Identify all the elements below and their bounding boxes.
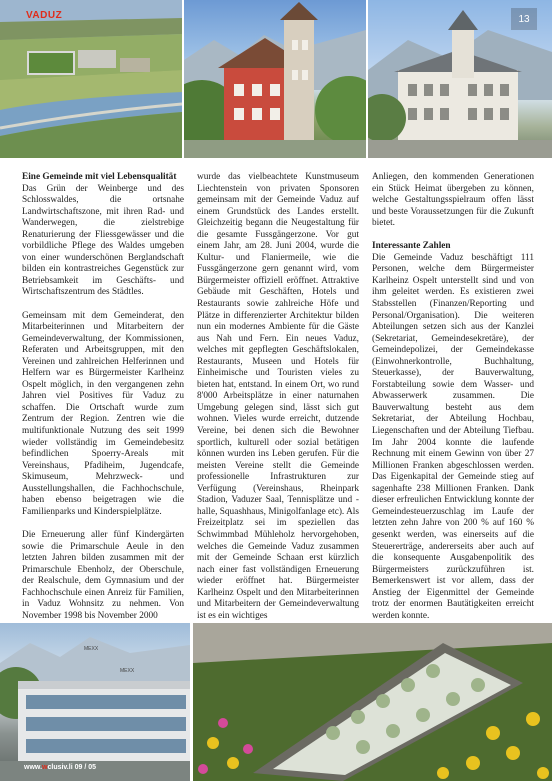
footer-url-prefix: www.: [24, 764, 43, 771]
paragraph-text: Die Gemeinde Vaduz beschäftigt 111 Personen, welche dem Bürgermeister Karlheinz Ospelt unterstellt sind und von ihm geleitet werden. Es existieren zwei Stabsstellen (Finanzen/Reporting und Personal/Organisation). Die weiteren Abteilungen setzen sich aus der Kanzlei (Sekretariat, Gemeindesekretäre), der Gemeindepolizei, der Gemeindekasse (Einwohnerkontrolle, Buchhaltung, Steuerkasse), der Bauverwaltung, Forstabteilung sowie dem Wasser- und Abwasserwerk zusammen. Die Bauverwaltung besteht aus dem Sekretariat, der Abteilung Hochbau, Liegenschaften und der Abteilung Tiefbau. Im Jahr 2004 konnte die laufende Rechnung mit einem Gewinn von über 27 Millionen Franken abgeschlossen werden. Das Eigenkapital der Gemeinde stieg auf sagenhafte 238 Millionen Franken. Dank dieser erfreulichen Entwicklung konnte der Gemeindesteuerzuschlag im Laufe der letzten zehn Jahre von 200 % auf 160 % gesenkt werden, was einerseits auf die Steuererträge, andererseits aber auch auf die konsequente Ausgabenpolitik des Bürgermeisters zurückzuführen ist. Bemerkenswert ist vor allem, dass der Anstieg der Eigenmittel der Gemeinde trotz der enormen Bautätigkeiten erreicht werden konnte.: [372, 252, 534, 621]
footer-url-accent: w: [42, 764, 48, 771]
page-number: 13: [511, 8, 537, 30]
office-building-photo: [0, 623, 190, 781]
store-sign: MEXX: [120, 668, 135, 674]
article-column-2: [197, 172, 359, 634]
flower-bed-photo: [193, 623, 552, 781]
footer-url[interactable]: [24, 764, 96, 771]
article-column-3: [372, 172, 534, 645]
paragraph: wurde das vielbeachtete Kunstmuseum Liechtenstein von privaten Sponsoren gemeinsam mit der Gemeinde Vaduz auf einem Grundstück des Landes erstellt. Gleichzeitig begann die Neugestaltung für die gesamte Fussgängerzone. Vor gut einem Jahr, am 28. Juni 2004, wurde die Kultur- und Flaniermeile, wie die Fussgängerzone gern genannt wird, vom Bürgermeister offiziell eröffnet. Attraktive Gebäude mit Geschäften, Hotels und Restaurants sowie zahlreiche Höfe und Plätze in differenzierter Architektur bilden nun ein modernes Ambiente für die Gäste aus Nah und Fern. Ein neues Vaduz, welches mit gepflegten Geschäftslokalen, Restaurants, Museen und Hotels für Einheimische und Touristen vieles zu bieten hat, entstand. In einem Ort, wo rund 8'000 Arbeitsplätze in einer naturnahen Umgebung gelegen sind, lässt sich gut wohnen. Vieles wurde erreicht, dutzende Vereine, bei denen sich die Bewohner sportlich, kulturell oder sozial betätigen können wurden ins Leben gerufen. Für die meisten Vereine stellt die Gemeinde professionelle Infrastrukturen zur Verfügung (Vereinshaus, Rheinpark Stadion, Vaduzer Saal, Tennisplätze und -halle, Squashhaus, Minigolfanlage etc). Als Freizeitplatz sei im speziellen das Schwimmbad Mühleholz hervorgehoben, welches die Gemeinde Vaduz zusammen mit der Gemeinde Schaan erst kürzlich nach einer fast vollständigen Erneuerung wieder eröffnet hat. Bürgermeister Karlheinz Ospelt und den Mitarbeiterinnen und Mitarbeitern der Gemeindeverwaltung ist es ein wichtiges: [197, 172, 359, 621]
section-label: VADUZ: [26, 10, 63, 21]
section-heading-figures: Interessante Zahlen: [372, 241, 451, 252]
paragraph: Anliegen, den kommenden Generationen ein Stück Heimat übergeben zu können, welche Gestaltungsspielraum offen lässt und beste Voraussetzungen für die Zukunft bietet.: [372, 172, 534, 229]
footer-issue: 09 / 05: [74, 764, 97, 771]
paragraph: Gemeinsam mit dem Gemeinderat, den Mitarbeiterinnen und Mitarbeitern der Gemeindeverwaltung, der Kommissionen, Referaten und Arbeitsgruppen, mit den Vereinen und zahlreichen Helferinnen und Helfern war es Bürgermeister Karlheinz Ospelt möglich, in den vergangenen zehn Jahren viel Positives für Vaduz zu schaffen. Die Ortschaft wurde zum Zentrum der Region. Zentren wie die multifunktionale Nutzung des seit 1999 wieder vollständig im Gemeindebesitz befindlichen Spoerry-Areals mit Vereinshaus, Pfadiheim, Jugendcafe, Skimuseum, Mehrzweck- und Ausstellungshallen, die Fachhochschule, haben ebenso beigetragen wie die Familienparks und Kinderspielplätze.: [22, 310, 184, 517]
article-body: [22, 172, 534, 621]
paragraph: [372, 253, 534, 623]
paragraph: Die Erneuerung aller fünf Kindergärten sowie die Primarschule Aeule in den letzten Jahren bilden zusammen mit der Primarschule Ebenholz, der Oberschule, der Realschule, dem Gymnasium und der Fachhochschule einen Anreiz für Familien, in Vaduz Wohnsitz zu nehmen. Von November 1998 bis November 2000: [22, 529, 184, 621]
town-hall-photo: [368, 0, 552, 158]
red-house-illustration: [184, 0, 366, 158]
section-heading-quality-of-life: Eine Gemeinde mit viel Lebensqualität: [22, 172, 177, 182]
top-photo-strip: [0, 0, 552, 158]
aerial-stadium-illustration: [0, 0, 182, 158]
store-sign: MEXX: [84, 646, 99, 652]
red-house-tower-photo: [184, 0, 366, 158]
article-column-1: [22, 172, 184, 634]
paragraph: Das Grün der Weinberge und des Schlosswaldes, die ortsnahe Landwirtschaftszone, mit ihren Rad- und Wanderwegen, die zielstrebige Renaturierung der Fliessgewässer und die vorbildliche Pflege des Waldes umgeben von einer wunderschönen Berglandschaft bilden ein kontrastreiches Gegenstück zur Betriebsamkeit im Geschäfts- und Wirtschaftszentrum des Städtles.: [22, 183, 184, 298]
footer-url-domain: clusiv.li: [47, 764, 73, 771]
aerial-stadium-photo: [0, 0, 182, 158]
flower-bed-illustration: [193, 623, 552, 781]
